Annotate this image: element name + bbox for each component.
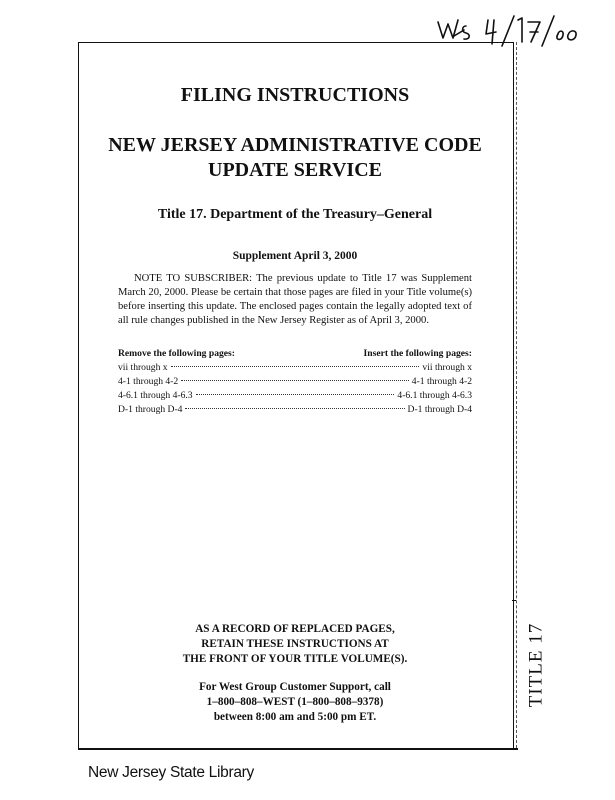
table-row — [118, 404, 472, 418]
library-footer: New Jersey State Library — [88, 764, 254, 781]
code-title — [78, 133, 512, 183]
insert-pages: 4-6.1 through 4-6.3 — [397, 390, 472, 401]
insert-pages: vii through x — [422, 362, 472, 373]
support-hours: between 8:00 am and 5:00 pm ET. — [213, 711, 377, 723]
insert-header: Insert the following pages: — [363, 348, 472, 359]
dot-leader — [196, 394, 395, 395]
bottom-rule — [78, 748, 518, 750]
code-title-line-1: NEW JERSEY ADMINISTRATIVE CODE — [108, 134, 482, 156]
dot-leader — [181, 380, 409, 381]
retain-line: THE FRONT OF YOUR TITLE VOLUME(S). — [182, 653, 408, 665]
table-row — [118, 390, 472, 404]
remove-pages: 4-1 through 4-2 — [118, 376, 179, 387]
support-phone: 1–800–808–WEST (1–800–808–9378) — [206, 696, 384, 708]
page-replacement-table — [118, 348, 472, 418]
remove-pages: 4-6.1 through 4-6.3 — [118, 390, 193, 401]
page-title: FILING INSTRUCTIONS — [180, 84, 410, 106]
insert-pages: D-1 through D-4 — [407, 404, 472, 415]
table-row — [118, 376, 472, 390]
supplement-date: Supplement April 3, 2000 — [232, 250, 358, 262]
dot-leader — [171, 366, 420, 367]
subscriber-note: NOTE TO SUBSCRIBER: The previous update to Title 17 was Supplement March 20, 2000. Please be certain that those pages are filed in your Title volume(s) before inserting this update. The enclosed pages contain the legally adopted text of all rule changes published in the New Jersey Register as of April 3, 2000. — [118, 273, 472, 326]
remove-header: Remove the following pages: — [118, 348, 235, 359]
retain-instructions — [78, 622, 512, 667]
code-title-line-2: UPDATE SERVICE — [208, 159, 382, 181]
retain-line: RETAIN THESE INSTRUCTIONS AT — [201, 638, 389, 650]
title-subtitle: Title 17. Department of the Treasury–General — [157, 207, 433, 222]
table-header — [118, 348, 472, 359]
support-line: For West Group Customer Support, call — [199, 681, 391, 693]
remove-pages: vii through x — [118, 362, 168, 373]
dot-leader — [185, 408, 404, 409]
table-row — [118, 362, 472, 376]
title-tab-label: TITLE 17 — [525, 622, 547, 708]
customer-support — [78, 680, 512, 725]
retain-line: AS A RECORD OF REPLACED PAGES, — [195, 623, 395, 635]
remove-pages: D-1 through D-4 — [118, 404, 183, 415]
insert-pages: 4-1 through 4-2 — [411, 376, 472, 387]
